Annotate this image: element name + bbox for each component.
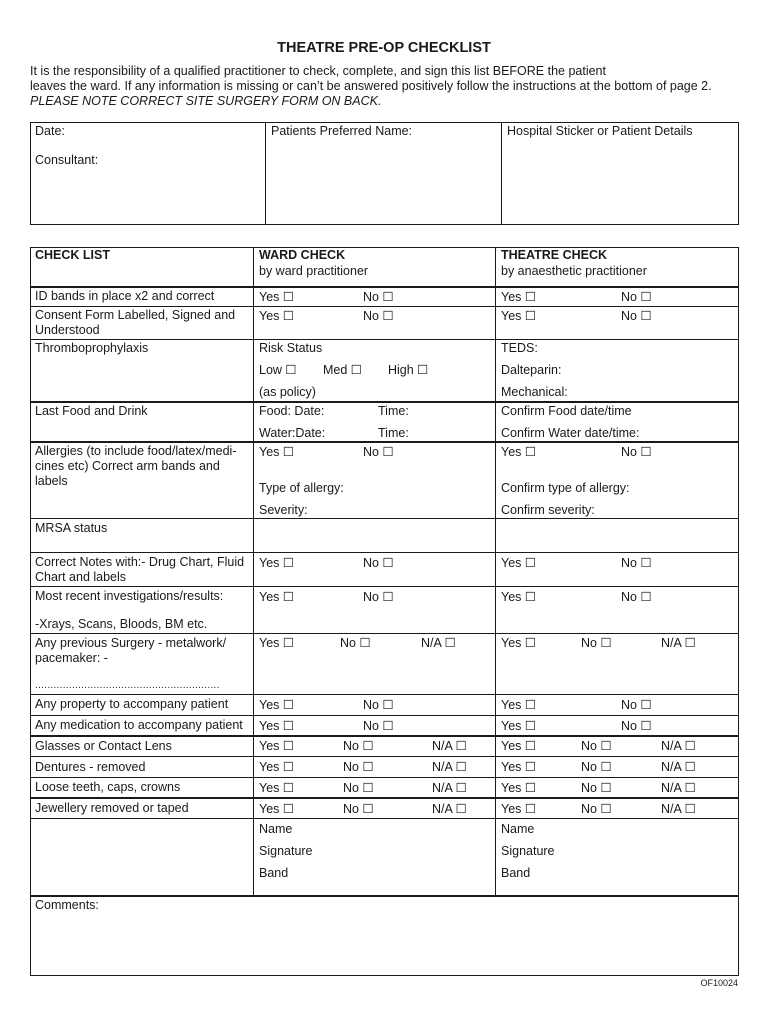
theatre-signature-field[interactable]: Signature <box>501 844 555 858</box>
theatre-no-checkbox[interactable]: No ☐ <box>581 760 612 774</box>
as-policy-label: (as policy) <box>259 385 316 399</box>
comments-field[interactable]: Comments: <box>35 898 99 912</box>
type-of-allergy-field[interactable]: Type of allergy: <box>259 481 344 495</box>
theatre-yes-checkbox[interactable]: Yes ☐ <box>501 445 537 459</box>
header-theatre-sub: by anaesthetic practitioner <box>501 264 647 278</box>
confirm-type-allergy-field[interactable]: Confirm type of allergy: <box>501 481 630 495</box>
theatre-yes-checkbox[interactable]: Yes ☐ <box>501 739 537 753</box>
confirm-water-field[interactable]: Confirm Water date/time: <box>501 426 640 440</box>
row-last-food-drink: Last Food and Drink <box>35 404 148 418</box>
ward-yes-checkbox[interactable]: Yes ☐ <box>259 556 295 570</box>
risk-med-checkbox[interactable]: Med ☐ <box>323 363 362 377</box>
theatre-no-checkbox[interactable]: No ☐ <box>621 590 652 604</box>
teds-field[interactable]: TEDS: <box>501 341 538 355</box>
theatre-na-checkbox[interactable]: N/A ☐ <box>661 636 696 650</box>
row-line <box>30 552 739 553</box>
theatre-band-field[interactable]: Band <box>501 866 531 880</box>
ward-signature-field[interactable]: Signature <box>259 844 313 858</box>
theatre-yes-checkbox[interactable]: Yes ☐ <box>501 290 537 304</box>
theatre-no-checkbox[interactable]: No ☐ <box>621 556 652 570</box>
ward-yes-checkbox[interactable]: Yes ☐ <box>259 636 295 650</box>
ward-yes-checkbox[interactable]: Yes ☐ <box>259 739 295 753</box>
previous-surgery-dotted-line[interactable]: ............................................................ <box>35 680 220 691</box>
theatre-na-checkbox[interactable]: N/A ☐ <box>661 760 696 774</box>
row-line <box>30 586 739 587</box>
row-line <box>30 895 739 897</box>
confirm-severity-field[interactable]: Confirm severity: <box>501 503 595 517</box>
consultant-label[interactable]: Consultant: <box>35 153 99 167</box>
ward-no-checkbox[interactable]: No ☐ <box>343 760 374 774</box>
theatre-na-checkbox[interactable]: N/A ☐ <box>661 802 696 816</box>
theatre-yes-checkbox[interactable]: Yes ☐ <box>501 556 537 570</box>
ward-yes-checkbox[interactable]: Yes ☐ <box>259 309 295 323</box>
food-time-field[interactable]: Time: <box>378 404 409 418</box>
ward-no-checkbox[interactable]: No ☐ <box>363 590 394 604</box>
row-property: Any property to accompany patient <box>35 697 229 711</box>
row-glasses: Glasses or Contact Lens <box>35 739 172 753</box>
header-ward-check: WARD CHECK <box>259 248 346 262</box>
risk-high-checkbox[interactable]: High ☐ <box>388 363 429 377</box>
intro-line-3: PLEASE NOTE CORRECT SITE SURGERY FORM ON BACK. <box>30 94 382 108</box>
theatre-no-checkbox[interactable]: No ☐ <box>621 719 652 733</box>
ward-no-checkbox[interactable]: No ☐ <box>363 556 394 570</box>
row-line <box>30 797 739 799</box>
hospital-sticker-label[interactable]: Hospital Sticker or Patient Details <box>507 124 693 138</box>
theatre-yes-checkbox[interactable]: Yes ☐ <box>501 760 537 774</box>
ward-na-checkbox[interactable]: N/A ☐ <box>432 760 467 774</box>
ward-no-checkbox[interactable]: No ☐ <box>363 309 394 323</box>
form-title: THEATRE PRE-OP CHECKLIST <box>277 40 491 56</box>
details-divider-1 <box>265 122 266 225</box>
severity-field[interactable]: Severity: <box>259 503 308 517</box>
checklist-table <box>30 247 739 976</box>
preferred-name-label[interactable]: Patients Preferred Name: <box>271 124 413 138</box>
row-investigations: Most recent investigations/results: <box>35 589 224 603</box>
theatre-no-checkbox[interactable]: No ☐ <box>621 309 652 323</box>
row-line <box>30 306 739 307</box>
row-thromboprophylaxis: Thromboprophylaxis <box>35 341 149 355</box>
ward-na-checkbox[interactable]: N/A ☐ <box>432 802 467 816</box>
row-id-bands: ID bands in place x2 and correct <box>35 289 215 303</box>
ward-no-checkbox[interactable]: No ☐ <box>343 802 374 816</box>
confirm-food-field[interactable]: Confirm Food date/time <box>501 404 632 418</box>
intro-line-2: leaves the ward. If any information is missing or can’t be answered positively follow the instructions at the bottom of page 2. <box>30 79 712 93</box>
ward-no-checkbox[interactable]: No ☐ <box>363 719 394 733</box>
header-theatre-check: THEATRE CHECK <box>501 248 608 262</box>
ward-yes-checkbox[interactable]: Yes ☐ <box>259 698 295 712</box>
theatre-yes-checkbox[interactable]: Yes ☐ <box>501 802 537 816</box>
ward-no-checkbox[interactable]: No ☐ <box>343 781 374 795</box>
row-jewellery: Jewellery removed or taped <box>35 801 189 815</box>
date-label[interactable]: Date: <box>35 124 65 138</box>
row-line <box>30 441 739 443</box>
row-line <box>30 286 739 288</box>
risk-status-label: Risk Status <box>259 341 323 355</box>
row-line <box>30 401 739 403</box>
row-correct-notes: Correct Notes with:- Drug Chart, Fluid Chart and labels <box>35 555 245 584</box>
theatre-na-checkbox[interactable]: N/A ☐ <box>661 739 696 753</box>
ward-yes-checkbox[interactable]: Yes ☐ <box>259 445 295 459</box>
ward-yes-checkbox[interactable]: Yes ☐ <box>259 781 295 795</box>
row-line <box>30 518 739 519</box>
theatre-yes-checkbox[interactable]: Yes ☐ <box>501 636 537 650</box>
ward-no-checkbox[interactable]: No ☐ <box>343 739 374 753</box>
theatre-yes-checkbox[interactable]: Yes ☐ <box>501 698 537 712</box>
row-medication: Any medication to accompany patient <box>35 718 243 732</box>
theatre-name-field[interactable]: Name <box>501 822 535 836</box>
theatre-no-checkbox[interactable]: No ☐ <box>621 698 652 712</box>
details-divider-2 <box>501 122 502 225</box>
row-line <box>30 777 739 778</box>
ward-na-checkbox[interactable]: N/A ☐ <box>432 739 467 753</box>
theatre-no-checkbox[interactable]: No ☐ <box>581 802 612 816</box>
row-previous-surgery: Any previous Surgery - metalwork/ pacemaker: - <box>35 636 227 665</box>
form-code: OF10024 <box>700 978 738 988</box>
mechanical-field[interactable]: Mechanical: <box>501 385 568 399</box>
theatre-na-checkbox[interactable]: N/A ☐ <box>661 781 696 795</box>
theatre-no-checkbox[interactable]: No ☐ <box>581 781 612 795</box>
theatre-no-checkbox[interactable]: No ☐ <box>621 290 652 304</box>
water-time-field[interactable]: Time: <box>378 426 409 440</box>
food-date-field[interactable]: Food: Date: <box>259 404 325 418</box>
row-allergies: Allergies (to include food/latex/medi-cines etc) Correct arm bands and labels <box>35 444 237 488</box>
theatre-yes-checkbox[interactable]: Yes ☐ <box>501 719 537 733</box>
ward-na-checkbox[interactable]: N/A ☐ <box>432 781 467 795</box>
row-loose-teeth: Loose teeth, caps, crowns <box>35 780 181 794</box>
row-line <box>30 735 739 737</box>
theatre-no-checkbox[interactable]: No ☐ <box>621 445 652 459</box>
ward-band-field[interactable]: Band <box>259 866 289 880</box>
intro-line-1: It is the responsibility of a qualified practitioner to check, complete, and sign this list BEFORE the patient <box>30 64 606 78</box>
ward-no-checkbox[interactable]: No ☐ <box>363 698 394 712</box>
theatre-yes-checkbox[interactable]: Yes ☐ <box>501 781 537 795</box>
ward-yes-checkbox[interactable]: Yes ☐ <box>259 719 295 733</box>
row-consent: Consent Form Labelled, Signed and Understood <box>35 308 236 337</box>
row-line <box>30 339 739 340</box>
row-line <box>30 756 739 757</box>
ward-yes-checkbox[interactable]: Yes ☐ <box>259 590 295 604</box>
row-line <box>30 633 739 634</box>
header-ward-sub: by ward practitioner <box>259 264 369 278</box>
row-line <box>30 818 739 819</box>
theatre-no-checkbox[interactable]: No ☐ <box>581 636 612 650</box>
ward-na-checkbox[interactable]: N/A ☐ <box>421 636 456 650</box>
ward-no-checkbox[interactable]: No ☐ <box>363 445 394 459</box>
ward-yes-checkbox[interactable]: Yes ☐ <box>259 760 295 774</box>
row-dentures: Dentures - removed <box>35 760 146 774</box>
row-mrsa-status: MRSA status <box>35 521 108 535</box>
ward-name-field[interactable]: Name <box>259 822 293 836</box>
ward-no-checkbox[interactable]: No ☐ <box>363 290 394 304</box>
ward-yes-checkbox[interactable]: Yes ☐ <box>259 290 295 304</box>
row-line <box>30 694 739 695</box>
row-investigations-detail: -Xrays, Scans, Bloods, BM etc. <box>35 617 208 631</box>
theatre-no-checkbox[interactable]: No ☐ <box>581 739 612 753</box>
ward-no-checkbox[interactable]: No ☐ <box>340 636 371 650</box>
row-line <box>30 715 739 716</box>
dalteparin-field[interactable]: Dalteparin: <box>501 363 562 377</box>
theatre-yes-checkbox[interactable]: Yes ☐ <box>501 590 537 604</box>
risk-low-checkbox[interactable]: Low ☐ <box>259 363 297 377</box>
ward-yes-checkbox[interactable]: Yes ☐ <box>259 802 295 816</box>
header-check-list: CHECK LIST <box>35 248 110 262</box>
water-date-field[interactable]: Water:Date: <box>259 426 326 440</box>
theatre-yes-checkbox[interactable]: Yes ☐ <box>501 309 537 323</box>
